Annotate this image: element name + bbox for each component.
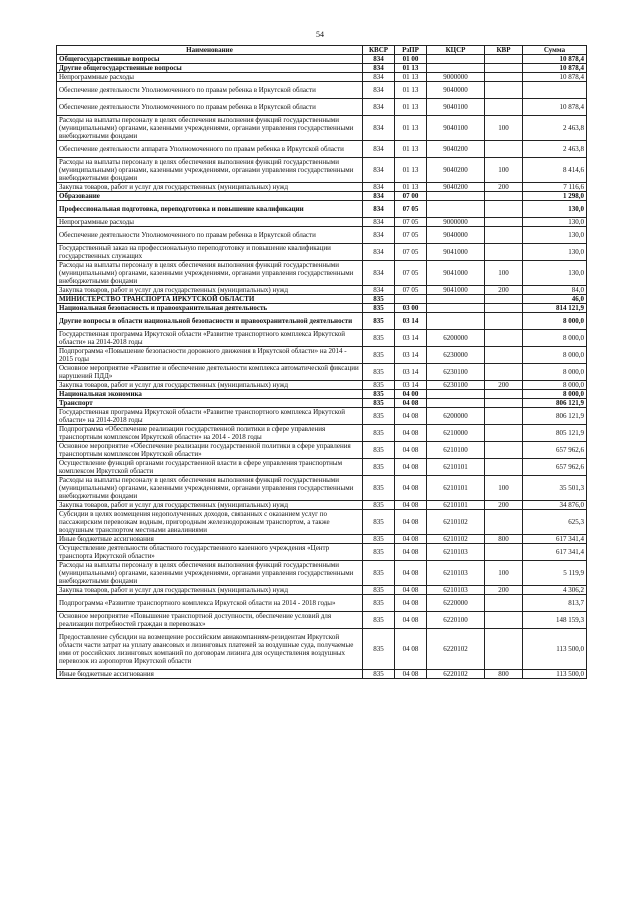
- cell-kvr: 800: [485, 670, 523, 679]
- cell-name: Расходы на выплаты персоналу в целях обеспечения выполнения функций государственными (муниципальными) органами, казенными учреждениями, органами управления государственными внебюджетными фондами: [57, 261, 363, 286]
- cell-kvsr: 835: [363, 364, 395, 381]
- cell-kvr: [485, 73, 523, 82]
- cell-kcsr: 6220102: [427, 670, 485, 679]
- cell-sum: 130,0: [523, 227, 587, 244]
- table-row: [57, 501, 587, 510]
- cell-rzpr: 03 00: [395, 304, 427, 313]
- cell-name: Осуществление функций органами государственной власти в сфере управления транспортным комплексом Иркутской области: [57, 459, 363, 476]
- cell-name: Основное мероприятие «Обеспечение реализации государственной политики в сфере управления транспортным комплексом Иркутской области»: [57, 442, 363, 459]
- cell-rzpr: 07 05: [395, 261, 427, 286]
- cell-sum: 814 121,9: [523, 304, 587, 313]
- table-row: [57, 158, 587, 183]
- cell-rzpr: 07 05: [395, 218, 427, 227]
- cell-sum: 130,0: [523, 218, 587, 227]
- table-row: [57, 408, 587, 425]
- cell-name: Обеспечение деятельности Уполномоченного по правам ребенка в Иркутской области: [57, 99, 363, 116]
- cell-rzpr: 03 14: [395, 364, 427, 381]
- cell-sum: 130,0: [523, 244, 587, 261]
- cell-kcsr: 6210102: [427, 510, 485, 535]
- cell-kcsr: [427, 55, 485, 64]
- cell-sum: 10 878,4: [523, 64, 587, 73]
- cell-kvr: [485, 399, 523, 408]
- table-row: [57, 295, 587, 304]
- table-body: [57, 55, 587, 679]
- table-row: [57, 510, 587, 535]
- cell-name: Основное мероприятие «Развитие и обеспечение деятельности комплекса автоматической фиксации нарушений ПДД»: [57, 364, 363, 381]
- cell-kcsr: 6210102: [427, 535, 485, 544]
- cell-kcsr: 6220000: [427, 595, 485, 612]
- table-row: [57, 442, 587, 459]
- cell-sum: 35 501,3: [523, 476, 587, 501]
- cell-kvsr: 835: [363, 501, 395, 510]
- cell-kvsr: 835: [363, 561, 395, 586]
- cell-rzpr: 04 08: [395, 510, 427, 535]
- cell-kvsr: 834: [363, 183, 395, 192]
- cell-kcsr: 6210101: [427, 476, 485, 501]
- cell-rzpr: 04 00: [395, 390, 427, 399]
- cell-kvr: [485, 347, 523, 364]
- cell-kvsr: 834: [363, 55, 395, 64]
- cell-kvr: 100: [485, 158, 523, 183]
- cell-kcsr: 9000000: [427, 218, 485, 227]
- cell-kvsr: 834: [363, 261, 395, 286]
- cell-name: Другие вопросы в области национальной безопасности и правоохранительной деятельности: [57, 313, 363, 330]
- cell-sum: 805 121,9: [523, 425, 587, 442]
- table-row: [57, 73, 587, 82]
- cell-kcsr: 9040200: [427, 183, 485, 192]
- cell-sum: 130,0: [523, 261, 587, 286]
- table-row: [57, 201, 587, 218]
- cell-kvr: [485, 313, 523, 330]
- cell-sum: 84,0: [523, 286, 587, 295]
- cell-sum: 806 121,9: [523, 408, 587, 425]
- cell-kvr: 100: [485, 561, 523, 586]
- cell-kvsr: 834: [363, 158, 395, 183]
- cell-kcsr: 6210103: [427, 561, 485, 586]
- cell-rzpr: 07 05: [395, 244, 427, 261]
- table-header-row: [57, 46, 587, 55]
- cell-name: Национальная безопасность и правоохранительная деятельность: [57, 304, 363, 313]
- cell-name: Обеспечение деятельности аппарата Уполномоченного по правам ребенка в Иркутской области: [57, 141, 363, 158]
- cell-rzpr: 04 08: [395, 399, 427, 408]
- table-row: [57, 629, 587, 670]
- cell-kvr: [485, 390, 523, 399]
- cell-kvr: [485, 64, 523, 73]
- cell-kcsr: 6200000: [427, 408, 485, 425]
- cell-sum: 8 000,0: [523, 330, 587, 347]
- header-kcsr: КЦСР: [427, 46, 485, 55]
- cell-name: Предоставление субсидии на возмещение российским авиакомпаниям-резидентам Иркутской области части затрат на уплату авансовых и лизинговых платежей за воздушные суда, получаемые ими от российских лизинговых компаний по договорам лизинга для осуществления воздушных перевозок из аэропортов Иркутской области: [57, 629, 363, 670]
- cell-rzpr: 03 14: [395, 347, 427, 364]
- cell-kvsr: 835: [363, 381, 395, 390]
- cell-kvr: 800: [485, 535, 523, 544]
- cell-rzpr: 04 08: [395, 561, 427, 586]
- cell-name: Непрограммные расходы: [57, 218, 363, 227]
- cell-kvr: [485, 442, 523, 459]
- cell-kcsr: 6210103: [427, 586, 485, 595]
- budget-table: [56, 45, 587, 679]
- cell-rzpr: 03 14: [395, 381, 427, 390]
- cell-sum: 8 000,0: [523, 381, 587, 390]
- table-row: [57, 64, 587, 73]
- cell-sum: 5 119,9: [523, 561, 587, 586]
- cell-kvr: [485, 612, 523, 629]
- cell-kvsr: 835: [363, 476, 395, 501]
- cell-sum: 10 878,4: [523, 99, 587, 116]
- cell-rzpr: 04 08: [395, 425, 427, 442]
- table-row: [57, 544, 587, 561]
- table-row: [57, 192, 587, 201]
- cell-kvsr: 835: [363, 629, 395, 670]
- cell-kvsr: 834: [363, 73, 395, 82]
- cell-name: Непрограммные расходы: [57, 73, 363, 82]
- cell-kcsr: 9040200: [427, 141, 485, 158]
- cell-kvr: 200: [485, 381, 523, 390]
- cell-rzpr: 01 13: [395, 158, 427, 183]
- cell-kvsr: 834: [363, 99, 395, 116]
- cell-kcsr: 6200000: [427, 330, 485, 347]
- cell-kvsr: 835: [363, 295, 395, 304]
- cell-kcsr: [427, 201, 485, 218]
- cell-sum: 46,0: [523, 295, 587, 304]
- cell-kvsr: 834: [363, 141, 395, 158]
- cell-sum: 8 414,6: [523, 158, 587, 183]
- cell-kcsr: 9040100: [427, 99, 485, 116]
- table-row: [57, 141, 587, 158]
- cell-kvsr: 835: [363, 670, 395, 679]
- cell-kcsr: 9040000: [427, 82, 485, 99]
- cell-name: Расходы на выплаты персоналу в целях обеспечения выполнения функций государственными (муниципальными) органами, казенными учреждениями, органами управления государственными внебюджетными фондами: [57, 476, 363, 501]
- cell-kvr: 200: [485, 286, 523, 295]
- cell-kvsr: 835: [363, 390, 395, 399]
- cell-kcsr: 9041000: [427, 286, 485, 295]
- cell-kvr: [485, 629, 523, 670]
- cell-rzpr: 04 08: [395, 612, 427, 629]
- cell-kcsr: 6230100: [427, 381, 485, 390]
- cell-kvsr: 834: [363, 244, 395, 261]
- cell-name: Государственная программа Иркутской области «Развитие транспортного комплекса Иркутской области» на 2014-2018 годы: [57, 330, 363, 347]
- cell-rzpr: 04 08: [395, 670, 427, 679]
- cell-sum: 113 500,0: [523, 629, 587, 670]
- cell-name: Подпрограмма «Повышение безопасности дорожного движения в Иркутской области» на 2014 - 2015 годы: [57, 347, 363, 364]
- header-sum: Сумма: [523, 46, 587, 55]
- cell-kvsr: 835: [363, 408, 395, 425]
- cell-sum: 8 000,0: [523, 313, 587, 330]
- cell-name: Подпрограмма «Развитие транспортного комплекса Иркутской области на 2014 - 2018 годы»: [57, 595, 363, 612]
- cell-name: Иные бюджетные ассигнования: [57, 670, 363, 679]
- cell-kvr: [485, 425, 523, 442]
- cell-sum: 7 116,6: [523, 183, 587, 192]
- cell-name: Национальная экономика: [57, 390, 363, 399]
- cell-kvr: [485, 330, 523, 347]
- table-row: [57, 561, 587, 586]
- cell-kvr: [485, 218, 523, 227]
- cell-kvr: 200: [485, 586, 523, 595]
- cell-kvr: [485, 141, 523, 158]
- cell-name: Осуществление деятельности областного государственного казенного учреждения «Центр транспорта Иркутской области»: [57, 544, 363, 561]
- cell-kvr: 100: [485, 261, 523, 286]
- table-row: [57, 99, 587, 116]
- table-row: [57, 390, 587, 399]
- cell-kvsr: 835: [363, 612, 395, 629]
- table-row: [57, 55, 587, 64]
- cell-kvr: [485, 295, 523, 304]
- cell-kcsr: 9041000: [427, 261, 485, 286]
- cell-rzpr: 04 08: [395, 442, 427, 459]
- cell-name: Обеспечение деятельности Уполномоченного по правам ребенка в Иркутской области: [57, 227, 363, 244]
- cell-name: Закупка товаров, работ и услуг для государственных (муниципальных) нужд: [57, 381, 363, 390]
- table-row: [57, 476, 587, 501]
- cell-rzpr: 01 13: [395, 82, 427, 99]
- cell-name: Иные бюджетные ассигнования: [57, 535, 363, 544]
- cell-kvsr: 835: [363, 535, 395, 544]
- cell-name: Закупка товаров, работ и услуг для государственных (муниципальных) нужд: [57, 501, 363, 510]
- cell-kvsr: 835: [363, 304, 395, 313]
- table-row: [57, 459, 587, 476]
- cell-rzpr: 03 14: [395, 330, 427, 347]
- cell-kvsr: 835: [363, 399, 395, 408]
- cell-rzpr: 04 08: [395, 586, 427, 595]
- cell-kvr: [485, 99, 523, 116]
- cell-kcsr: 6210100: [427, 442, 485, 459]
- cell-sum: 657 962,6: [523, 459, 587, 476]
- cell-name: Государственная программа Иркутской области «Развитие транспортного комплекса Иркутской области» на 2014-2018 годы: [57, 408, 363, 425]
- table-row: [57, 183, 587, 192]
- table-row: [57, 116, 587, 141]
- cell-rzpr: 01 13: [395, 64, 427, 73]
- cell-kvr: [485, 459, 523, 476]
- cell-name: Государственный заказ на профессиональную переподготовку и повышение квалификации государственных служащих: [57, 244, 363, 261]
- cell-kvr: [485, 192, 523, 201]
- header-kvsr: КВСР: [363, 46, 395, 55]
- cell-sum: 148 159,3: [523, 612, 587, 629]
- cell-kcsr: [427, 64, 485, 73]
- cell-name: Транспорт: [57, 399, 363, 408]
- cell-name: Субсидии в целях возмещения недополученных доходов, связанных с оказанием услуг по пассажирским перевозкам водным, пригородным железнодорожным транспортом, а также воздушным транспортом местными авиалиниями: [57, 510, 363, 535]
- cell-kvr: [485, 544, 523, 561]
- table-row: [57, 612, 587, 629]
- cell-rzpr: 04 08: [395, 535, 427, 544]
- cell-kcsr: [427, 399, 485, 408]
- cell-kvr: [485, 244, 523, 261]
- cell-kvsr: 835: [363, 425, 395, 442]
- cell-rzpr: 01 13: [395, 73, 427, 82]
- cell-sum: 625,3: [523, 510, 587, 535]
- cell-rzpr: 04 08: [395, 595, 427, 612]
- cell-kvsr: 834: [363, 116, 395, 141]
- cell-kcsr: [427, 390, 485, 399]
- table-row: [57, 244, 587, 261]
- cell-sum: 806 121,9: [523, 399, 587, 408]
- page-number: 54: [316, 30, 324, 39]
- cell-sum: 130,0: [523, 201, 587, 218]
- cell-name: Закупка товаров, работ и услуг для государственных (муниципальных) нужд: [57, 183, 363, 192]
- cell-rzpr: 07 05: [395, 227, 427, 244]
- cell-kvr: [485, 304, 523, 313]
- cell-name: Расходы на выплаты персоналу в целях обеспечения выполнения функций государственными (муниципальными) органами, казенными учреждениями, органами управления государственными внебюджетными фондами: [57, 158, 363, 183]
- cell-kvsr: 834: [363, 64, 395, 73]
- cell-kvr: [485, 510, 523, 535]
- cell-name: Расходы на выплаты персоналу в целях обеспечения выполнения функций государственными (муниципальными) органами, казенными учреждениями, органами управления государственными внебюджетными фондами: [57, 561, 363, 586]
- cell-kvsr: 835: [363, 544, 395, 561]
- cell-kvsr: 835: [363, 459, 395, 476]
- cell-kcsr: 6210101: [427, 501, 485, 510]
- table-row: [57, 670, 587, 679]
- cell-kcsr: 6220102: [427, 629, 485, 670]
- cell-sum: 1 298,0: [523, 192, 587, 201]
- cell-rzpr: 04 08: [395, 629, 427, 670]
- cell-kvsr: 834: [363, 218, 395, 227]
- cell-kvr: 200: [485, 183, 523, 192]
- header-kvr: КВР: [485, 46, 523, 55]
- cell-kvr: 100: [485, 116, 523, 141]
- table-row: [57, 218, 587, 227]
- table-row: [57, 286, 587, 295]
- cell-name: Общегосударственные вопросы: [57, 55, 363, 64]
- cell-rzpr: 07 05: [395, 201, 427, 218]
- cell-sum: 34 876,0: [523, 501, 587, 510]
- cell-kcsr: 6210103: [427, 544, 485, 561]
- cell-kvsr: 834: [363, 192, 395, 201]
- cell-kvr: [485, 595, 523, 612]
- cell-name: Обеспечение деятельности Уполномоченного по правам ребенка в Иркутской области: [57, 82, 363, 99]
- cell-kcsr: 6210000: [427, 425, 485, 442]
- cell-sum: 813,7: [523, 595, 587, 612]
- cell-kvr: [485, 364, 523, 381]
- cell-rzpr: 01 13: [395, 183, 427, 192]
- table-row: [57, 535, 587, 544]
- cell-sum: [523, 82, 587, 99]
- cell-sum: 617 341,4: [523, 535, 587, 544]
- cell-rzpr: 07 00: [395, 192, 427, 201]
- cell-rzpr: 07 05: [395, 286, 427, 295]
- cell-kvsr: 835: [363, 510, 395, 535]
- table-row: [57, 399, 587, 408]
- cell-kcsr: 9040200: [427, 158, 485, 183]
- cell-rzpr: 04 08: [395, 459, 427, 476]
- cell-kvsr: 835: [363, 313, 395, 330]
- cell-kcsr: 9041000: [427, 244, 485, 261]
- cell-name: Профессиональная подготовка, переподготовка и повышение квалификации: [57, 201, 363, 218]
- cell-sum: 617 341,4: [523, 544, 587, 561]
- cell-sum: 657 962,6: [523, 442, 587, 459]
- table-row: [57, 304, 587, 313]
- cell-rzpr: [395, 295, 427, 304]
- cell-kvr: [485, 227, 523, 244]
- cell-kcsr: [427, 192, 485, 201]
- cell-kcsr: 6220100: [427, 612, 485, 629]
- cell-rzpr: 01 13: [395, 116, 427, 141]
- cell-sum: 10 878,4: [523, 55, 587, 64]
- cell-name: Основное мероприятие «Повышение транспортной доступности, обеспечение условий для реализации потребностей граждан в перевозках»: [57, 612, 363, 629]
- cell-kcsr: 9040000: [427, 227, 485, 244]
- cell-sum: 4 306,2: [523, 586, 587, 595]
- table-row: [57, 82, 587, 99]
- cell-kvr: 100: [485, 476, 523, 501]
- cell-kvr: [485, 201, 523, 218]
- cell-kvsr: 834: [363, 201, 395, 218]
- cell-sum: 10 878,4: [523, 73, 587, 82]
- table-row: [57, 347, 587, 364]
- cell-kvr: [485, 408, 523, 425]
- cell-sum: 2 463,8: [523, 116, 587, 141]
- cell-name: Расходы на выплаты персоналу в целях обеспечения выполнения функций государственными (муниципальными) органами, казенными учреждениями, органами управления государственными внебюджетными фондами: [57, 116, 363, 141]
- cell-kvsr: 835: [363, 330, 395, 347]
- cell-name: Закупка товаров, работ и услуг для государственных (муниципальных) нужд: [57, 586, 363, 595]
- cell-rzpr: 04 08: [395, 476, 427, 501]
- cell-kcsr: 9000000: [427, 73, 485, 82]
- cell-kvsr: 834: [363, 286, 395, 295]
- cell-kvsr: 835: [363, 586, 395, 595]
- cell-name: МИНИСТЕРСТВО ТРАНСПОРТА ИРКУТСКОЙ ОБЛАСТИ: [57, 295, 363, 304]
- table-row: [57, 227, 587, 244]
- cell-rzpr: 01 00: [395, 55, 427, 64]
- header-name: Наименование: [57, 46, 363, 55]
- cell-kcsr: [427, 304, 485, 313]
- cell-sum: 8 000,0: [523, 347, 587, 364]
- cell-kcsr: [427, 313, 485, 330]
- cell-kvr: [485, 55, 523, 64]
- cell-rzpr: 01 13: [395, 141, 427, 158]
- cell-kvsr: 834: [363, 82, 395, 99]
- table-row: [57, 595, 587, 612]
- cell-rzpr: 01 13: [395, 99, 427, 116]
- cell-kvsr: 834: [363, 227, 395, 244]
- cell-kvr: [485, 82, 523, 99]
- cell-kcsr: 9040100: [427, 116, 485, 141]
- cell-kvsr: 835: [363, 442, 395, 459]
- cell-kcsr: [427, 295, 485, 304]
- cell-kcsr: 6210101: [427, 459, 485, 476]
- cell-rzpr: 03 14: [395, 313, 427, 330]
- table-row: [57, 586, 587, 595]
- table-row: [57, 261, 587, 286]
- cell-sum: 8 000,0: [523, 390, 587, 399]
- cell-name: Закупка товаров, работ и услуг для государственных (муниципальных) нужд: [57, 286, 363, 295]
- table-row: [57, 364, 587, 381]
- cell-kvsr: 835: [363, 347, 395, 364]
- table-row: [57, 330, 587, 347]
- cell-sum: 2 463,8: [523, 141, 587, 158]
- cell-name: Подпрограмма «Обеспечение реализации государственной политики в сфере управления транспортным комплексом Иркутской области» на 2014 - 2018 годы: [57, 425, 363, 442]
- table-row: [57, 381, 587, 390]
- cell-sum: 113 500,0: [523, 670, 587, 679]
- header-rzpr: РзПР: [395, 46, 427, 55]
- cell-rzpr: 04 08: [395, 501, 427, 510]
- cell-kcsr: 6230100: [427, 364, 485, 381]
- cell-rzpr: 04 08: [395, 544, 427, 561]
- cell-kcsr: 6230000: [427, 347, 485, 364]
- cell-rzpr: 04 08: [395, 408, 427, 425]
- cell-kvr: 200: [485, 501, 523, 510]
- cell-name: Образование: [57, 192, 363, 201]
- table-row: [57, 313, 587, 330]
- cell-name: Другие общегосударственные вопросы: [57, 64, 363, 73]
- table-row: [57, 425, 587, 442]
- cell-kvsr: 835: [363, 595, 395, 612]
- cell-sum: 8 000,0: [523, 364, 587, 381]
